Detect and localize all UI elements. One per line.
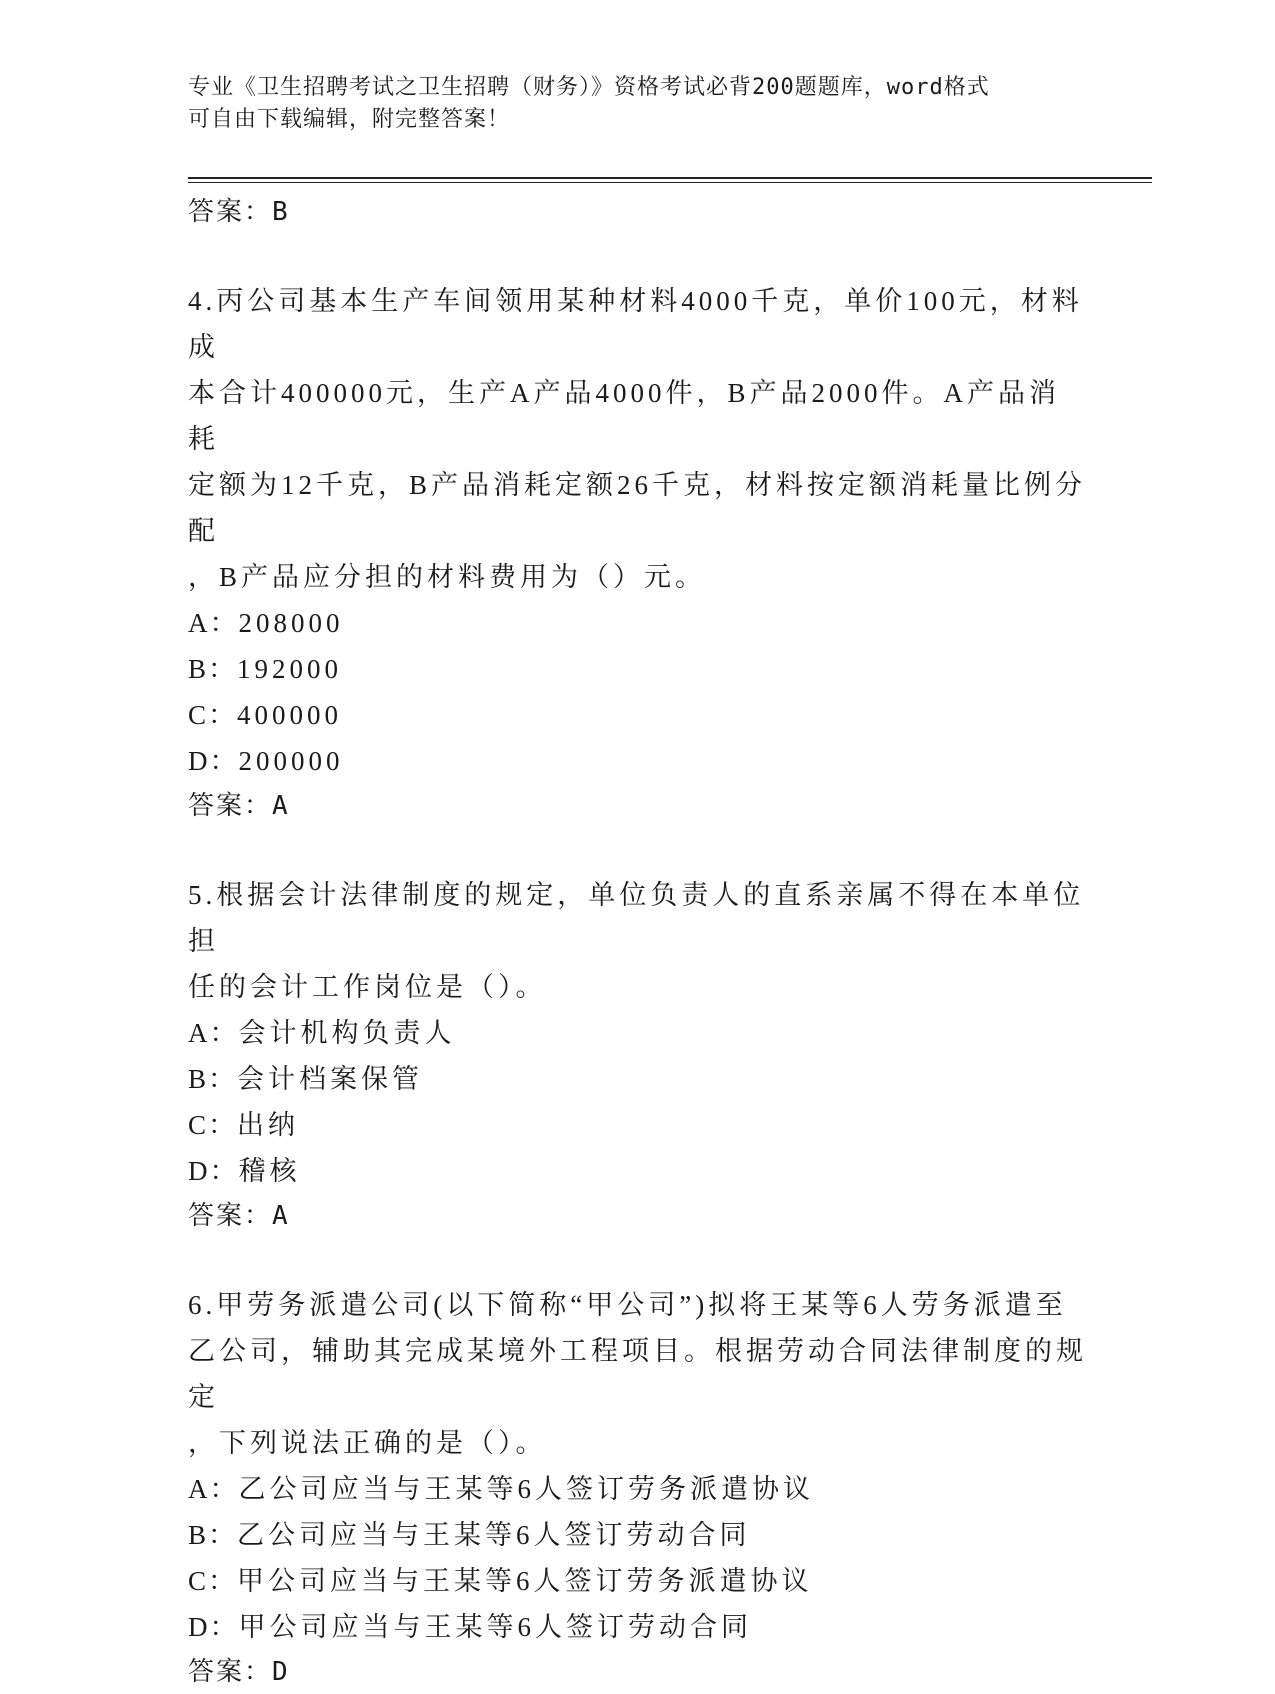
answer-prefix: 答案： [188,1657,273,1687]
option-text: 200000 [238,746,344,776]
option-c [188,692,1088,738]
header-line-1: 专业《卫生招聘考试之卫生招聘（财务）》资格考试必背200题题库，word格式 [188,75,990,100]
option-key: C： [188,700,238,730]
question-stem-line: ，下列说法正确的是（）。 [188,1428,547,1458]
option-text: 会计机构负责人 [238,1018,456,1048]
option-key: D： [188,1156,239,1186]
option-key: A： [188,1474,239,1504]
q3-answer [188,190,1088,234]
answer-value: A [272,791,290,821]
option-key: A： [188,608,239,638]
option-a [188,1466,1088,1512]
option-key: C： [188,1110,238,1140]
option-d [188,1604,1088,1650]
header-rule-thick [188,177,1152,179]
spacer [188,1238,1088,1282]
option-a [188,600,1088,646]
question-5 [188,872,1088,1238]
option-key: B： [188,654,238,684]
question-stem-line: 6.甲劳务派遣公司(以下简称“甲公司”)拟将王某等6人劳务派遣至 [188,1290,1067,1320]
option-d [188,1148,1088,1194]
header-rule-thin [188,182,1152,183]
option-text: 出纳 [237,1110,300,1140]
answer-value: A [272,1201,290,1231]
question-stem-line: 本合计400000元，生产A产品4000件，B产品2000件。A产品消耗 [188,378,1061,454]
question-stem-line: 定额为12千克，B产品消耗定额26千克，材料按定额消耗量比例分配 [188,470,1087,546]
option-text: 208000 [238,608,344,638]
option-text: 稽核 [238,1156,301,1186]
q5-answer [188,1194,1088,1238]
option-text: 甲公司应当与王某等6人签订劳动合同 [238,1612,752,1642]
option-c [188,1102,1088,1148]
answer-prefix: 答案： [188,1201,273,1231]
document-body [188,190,1088,1694]
answer-value: B [272,197,290,227]
question-stem-line: 乙公司，辅助其完成某境外工程项目。根据劳动合同法律制度的规定 [188,1336,1087,1412]
answer-value: D [272,1657,290,1687]
option-key: C： [188,1566,238,1596]
option-d [188,738,1088,784]
option-text: 甲公司应当与王某等6人签订劳务派遣协议 [237,1566,813,1596]
option-key: D： [188,746,239,776]
question-stem-line: ，B产品应分担的材料费用为（）元。 [188,562,707,592]
question-4 [188,278,1088,828]
question-stem-line: 任的会计工作岗位是（）。 [188,972,547,1002]
option-b [188,1056,1088,1102]
option-c [188,1558,1088,1604]
answer-prefix: 答案： [188,197,273,227]
spacer [188,234,1088,278]
option-text: 乙公司应当与王某等6人签订劳动合同 [237,1520,751,1550]
question-stem-line: 4.丙公司基本生产车间领用某种材料4000千克，单价100元，材料成 [188,286,1083,362]
option-text: 会计档案保管 [237,1064,424,1094]
option-text: 400000 [237,700,343,730]
option-b [188,646,1088,692]
document-header [188,72,1088,136]
question-6 [188,1282,1088,1694]
q4-answer [188,784,1088,828]
header-line-2: 可自由下载编辑，附完整答案！ [188,107,511,132]
question-stem-line: 5.根据会计法律制度的规定，单位负责人的直系亲属不得在本单位担 [188,880,1085,956]
option-key: B： [188,1064,238,1094]
option-text: 192000 [237,654,343,684]
spacer [188,828,1088,872]
option-text: 乙公司应当与王某等6人签订劳务派遣协议 [238,1474,814,1504]
answer-prefix: 答案： [188,791,273,821]
q6-answer [188,1650,1088,1694]
option-a [188,1010,1088,1056]
option-key: B： [188,1520,238,1550]
option-b [188,1512,1088,1558]
option-key: A： [188,1018,239,1048]
option-key: D： [188,1612,239,1642]
